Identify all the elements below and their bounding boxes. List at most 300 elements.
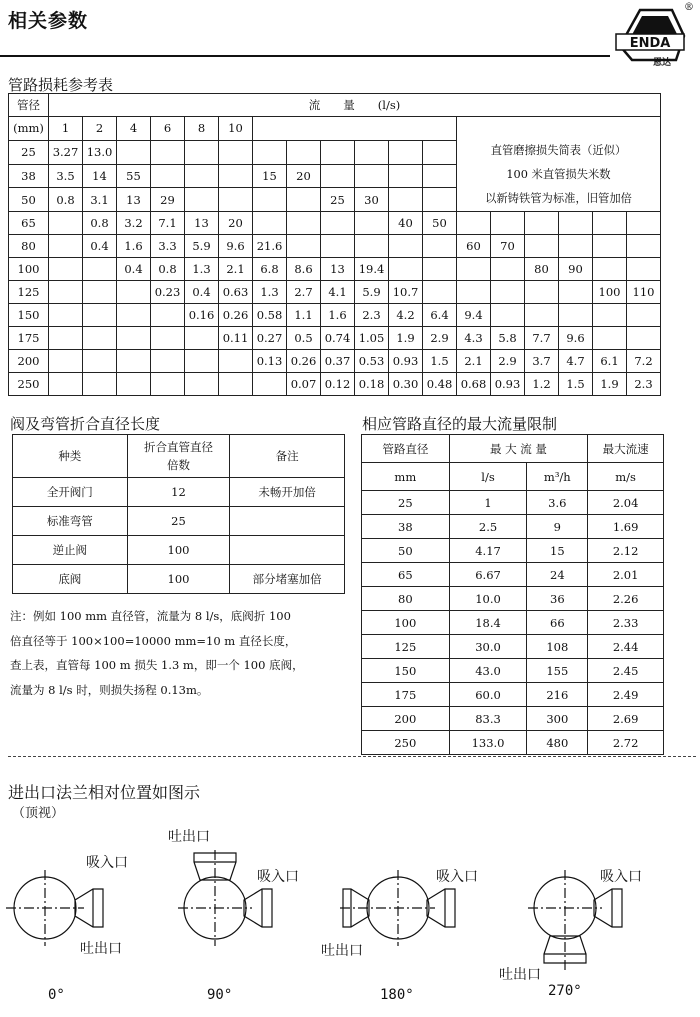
loss-cell (219, 188, 253, 212)
loss-cell (525, 281, 559, 304)
loss-cell (49, 212, 83, 235)
maxflow-cell: 38 (362, 515, 450, 539)
loss-row-diameter: 250 (9, 373, 49, 396)
loss-cell: 55 (117, 164, 151, 188)
maxflow-row (362, 563, 664, 587)
loss-cell: 0.53 (355, 350, 389, 373)
loss-cell (321, 235, 355, 258)
logo-text: ENDA (629, 36, 671, 51)
maxflow-cell: 250 (362, 731, 450, 755)
maxflow-cell: 60.0 (449, 683, 527, 707)
loss-cell: 60 (457, 235, 491, 258)
loss-cell: 21.6 (253, 235, 287, 258)
loss-cell (559, 281, 593, 304)
maxflow-cell: 50 (362, 539, 450, 563)
loss-cell: 0.8 (49, 188, 83, 212)
loss-cell: 1.1 (287, 304, 321, 327)
loss-cell: 0.5 (287, 327, 321, 350)
loss-cell (185, 164, 219, 188)
loss-cell (287, 140, 321, 164)
note-line: 注：例如 100 mm 直径管，流量为 8 l/s，底阀折 100 (10, 609, 291, 623)
loss-cell: 1.05 (355, 327, 389, 350)
note-line: 流量为 8 l/s 时，则损失扬程 0.13m。 (10, 682, 209, 697)
maxflow-cell: 65 (362, 563, 450, 587)
page-title: 相关参数 (8, 10, 89, 32)
loss-cell: 20 (287, 164, 321, 188)
valve-cell: 25 (127, 507, 230, 536)
loss-cell (355, 235, 389, 258)
loss-cell (151, 373, 185, 396)
loss-cell: 40 (389, 212, 423, 235)
maxflow-cell: 2.01 (588, 563, 664, 587)
loss-cell (117, 327, 151, 350)
loss-cell: 14 (83, 164, 117, 188)
outlet-label-90: 吐出口 (168, 829, 210, 845)
loss-cell (491, 258, 525, 281)
loss-cell (83, 373, 117, 396)
loss-cell (593, 235, 627, 258)
maxflow-cell: 43.0 (449, 659, 527, 683)
valve-table-wrap (12, 434, 345, 594)
loss-row (9, 258, 661, 281)
loss-cell (151, 327, 185, 350)
loss-cell: 1.6 (117, 235, 151, 258)
maxflow-row (362, 587, 664, 611)
loss-cell (525, 212, 559, 235)
loss-cell (117, 350, 151, 373)
angle-label-0: 0° (48, 987, 65, 1003)
loss-cell (117, 281, 151, 304)
loss-cell: 6.4 (423, 304, 457, 327)
angle-label-270: 270° (548, 983, 582, 999)
loss-cell: 4.7 (559, 350, 593, 373)
loss-cell (525, 304, 559, 327)
loss-cell (49, 327, 83, 350)
loss-note-cell (457, 117, 661, 212)
loss-cell (559, 235, 593, 258)
loss-cell: 0.11 (219, 327, 253, 350)
maxflow-cell: 155 (527, 659, 588, 683)
maxflow-unit: l/s (449, 463, 527, 491)
loss-cell (151, 164, 185, 188)
maxflow-header-flow: 最 大 流 量 (449, 435, 588, 463)
loss-flow-header: 2 (83, 117, 117, 141)
loss-cell: 110 (627, 281, 661, 304)
loss-cell (253, 212, 287, 235)
outlet-label-0: 吐出口 (80, 941, 122, 957)
registered-mark: ® (684, 2, 694, 13)
maxflow-cell: 83.3 (449, 707, 527, 731)
maxflow-cell: 480 (527, 731, 588, 755)
loss-cell: 7.1 (151, 212, 185, 235)
maxflow-row (362, 635, 664, 659)
maxflow-cell: 9 (527, 515, 588, 539)
valve-row (13, 565, 345, 594)
maxflow-cell: 2.5 (449, 515, 527, 539)
loss-cell (321, 164, 355, 188)
loss-row-diameter: 80 (9, 235, 49, 258)
loss-cell: 0.27 (253, 327, 287, 350)
note-line: 倍直径等于 100×100=10000 mm=10 m 直径长度， (10, 633, 297, 648)
maxflow-unit: mm (362, 463, 450, 491)
loss-cell: 0.4 (185, 281, 219, 304)
maxflow-row (362, 491, 664, 515)
loss-cell: 0.4 (83, 235, 117, 258)
loss-row-diameter: 25 (9, 140, 49, 164)
loss-cell (83, 327, 117, 350)
loss-cell: 0.23 (151, 281, 185, 304)
loss-cell: 2.3 (627, 373, 661, 396)
maxflow-cell: 2.49 (588, 683, 664, 707)
valve-cell: 12 (127, 478, 230, 507)
loss-cell (253, 188, 287, 212)
loss-cell: 80 (525, 258, 559, 281)
loss-cell: 9.4 (457, 304, 491, 327)
valve-table (12, 434, 345, 594)
loss-cell: 3.7 (525, 350, 559, 373)
loss-cell: 0.8 (83, 212, 117, 235)
valve-row (13, 536, 345, 565)
pump-0deg-diagram (6, 870, 103, 946)
inlet-label-0: 吸入口 (86, 855, 128, 871)
loss-row (9, 304, 661, 327)
loss-row-diameter: 38 (9, 164, 49, 188)
loss-cell (117, 304, 151, 327)
section-divider (8, 756, 696, 757)
loss-cell: 4.2 (389, 304, 423, 327)
loss-flow-header: 4 (117, 117, 151, 141)
loss-cell (219, 373, 253, 396)
logo-sub: 恩达 (652, 58, 672, 68)
loss-cell: 1.5 (559, 373, 593, 396)
loss-cell (185, 188, 219, 212)
loss-cell (423, 281, 457, 304)
maxflow-cell: 100 (362, 611, 450, 635)
maxflow-cell: 125 (362, 635, 450, 659)
loss-cell: 6.8 (253, 258, 287, 281)
valve-header: 种类 (13, 435, 128, 478)
loss-cell (253, 140, 287, 164)
loss-cell: 19.4 (355, 258, 389, 281)
loss-row-diameter: 150 (9, 304, 49, 327)
maxflow-row (362, 515, 664, 539)
loss-note-line: 100 米直管损失米数 (506, 168, 611, 181)
loss-cell (525, 235, 559, 258)
maxflow-cell: 6.67 (449, 563, 527, 587)
angle-label-180: 180° (380, 987, 414, 1003)
loss-cell: 2.9 (423, 327, 457, 350)
loss-cell: 50 (423, 212, 457, 235)
maxflow-unit: m³/h (527, 463, 588, 491)
loss-cell (389, 164, 423, 188)
loss-cell (389, 188, 423, 212)
maxflow-row (362, 539, 664, 563)
loss-row-diameter: 100 (9, 258, 49, 281)
loss-header-unit: (mm) (9, 117, 49, 141)
maxflow-cell: 66 (527, 611, 588, 635)
loss-table (8, 93, 661, 396)
loss-cell: 5.9 (185, 235, 219, 258)
loss-cell: 0.37 (321, 350, 355, 373)
loss-cell (389, 140, 423, 164)
loss-cell (287, 188, 321, 212)
loss-cell (627, 304, 661, 327)
loss-cell (83, 350, 117, 373)
maxflow-cell: 18.4 (449, 611, 527, 635)
loss-cell: 20 (219, 212, 253, 235)
loss-cell (49, 304, 83, 327)
loss-cell: 5.8 (491, 327, 525, 350)
maxflow-cell: 175 (362, 683, 450, 707)
loss-cell: 2.7 (287, 281, 321, 304)
loss-cell: 0.26 (287, 350, 321, 373)
maxflow-cell: 2.44 (588, 635, 664, 659)
flange-title: 进出口法兰相对位置如图示 (8, 783, 201, 802)
loss-cell: 1.6 (321, 304, 355, 327)
maxflow-unit: m/s (588, 463, 664, 491)
loss-cell (627, 258, 661, 281)
loss-cell (627, 235, 661, 258)
loss-cell (83, 281, 117, 304)
valve-cell: 标准弯管 (13, 507, 128, 536)
loss-cell: 15 (253, 164, 287, 188)
maxflow-cell: 300 (527, 707, 588, 731)
loss-cell: 0.58 (253, 304, 287, 327)
loss-cell: 100 (593, 281, 627, 304)
loss-cell (287, 212, 321, 235)
loss-cell (491, 212, 525, 235)
loss-cell: 0.16 (185, 304, 219, 327)
maxflow-cell: 216 (527, 683, 588, 707)
maxflow-cell: 36 (527, 587, 588, 611)
inlet-label-270: 吸入口 (600, 869, 642, 885)
maxflow-cell: 2.12 (588, 539, 664, 563)
flange-diagrams (0, 820, 700, 1017)
loss-cell (185, 350, 219, 373)
loss-cell: 13.0 (83, 140, 117, 164)
loss-row-diameter: 175 (9, 327, 49, 350)
loss-cell (627, 212, 661, 235)
loss-cell (491, 304, 525, 327)
maxflow-cell: 2.69 (588, 707, 664, 731)
valve-header: 折合直管直径倍数 (127, 435, 230, 478)
loss-cell: 0.13 (253, 350, 287, 373)
loss-cell (423, 164, 457, 188)
loss-cell: 13 (117, 188, 151, 212)
loss-row-diameter: 65 (9, 212, 49, 235)
loss-row-diameter: 125 (9, 281, 49, 304)
angle-label-90: 90° (207, 987, 233, 1003)
loss-cell: 0.8 (151, 258, 185, 281)
maxflow-cell: 2.26 (588, 587, 664, 611)
loss-cell: 0.18 (355, 373, 389, 396)
maxflow-cell: 133.0 (449, 731, 527, 755)
loss-cell: 0.4 (117, 258, 151, 281)
maxflow-cell: 150 (362, 659, 450, 683)
maxflow-cell: 2.33 (588, 611, 664, 635)
maxflow-table-title: 相应管路直径的最大流量限制 (362, 415, 558, 433)
brand-logo (612, 2, 694, 68)
loss-cell (355, 164, 389, 188)
loss-cell: 1.3 (253, 281, 287, 304)
loss-cell (593, 327, 627, 350)
valve-cell (230, 507, 345, 536)
loss-cell: 3.3 (151, 235, 185, 258)
valve-cell: 未畅开加倍 (230, 478, 345, 507)
loss-flow-header: 6 (151, 117, 185, 141)
loss-cell: 13 (185, 212, 219, 235)
loss-cell: 2.1 (219, 258, 253, 281)
pump-90deg-diagram (178, 850, 272, 946)
loss-cell: 13 (321, 258, 355, 281)
maxflow-cell: 80 (362, 587, 450, 611)
loss-cell (457, 281, 491, 304)
loss-cell (219, 164, 253, 188)
loss-header-pipe-dia: 管径 (9, 94, 49, 117)
loss-cell: 4.1 (321, 281, 355, 304)
valve-cell (230, 536, 345, 565)
valve-cell: 全开阀门 (13, 478, 128, 507)
loss-cell: 2.1 (457, 350, 491, 373)
loss-cell: 3.5 (49, 164, 83, 188)
outlet-label-180: 吐出口 (321, 943, 363, 959)
maxflow-row (362, 611, 664, 635)
loss-cell: 3.1 (83, 188, 117, 212)
loss-cell (593, 258, 627, 281)
loss-row-diameter: 200 (9, 350, 49, 373)
loss-cell: 0.93 (389, 350, 423, 373)
valve-cell: 100 (127, 536, 230, 565)
loss-cell: 9.6 (559, 327, 593, 350)
loss-cell: 70 (491, 235, 525, 258)
notes-block (10, 604, 304, 702)
loss-cell: 3.2 (117, 212, 151, 235)
maxflow-cell: 15 (527, 539, 588, 563)
loss-cell: 30 (355, 188, 389, 212)
maxflow-cell: 3.6 (527, 491, 588, 515)
loss-cell: 0.30 (389, 373, 423, 396)
maxflow-cell: 200 (362, 707, 450, 731)
maxflow-cell: 25 (362, 491, 450, 515)
loss-cell: 1.9 (593, 373, 627, 396)
loss-cell: 29 (151, 188, 185, 212)
loss-flow-header: 8 (185, 117, 219, 141)
loss-note-line: 直管磨擦损失简表（近似） (490, 144, 627, 157)
loss-cell (185, 373, 219, 396)
loss-cell (627, 327, 661, 350)
loss-cell: 25 (321, 188, 355, 212)
loss-cell: 9.6 (219, 235, 253, 258)
loss-cell (355, 212, 389, 235)
maxflow-cell: 1.69 (588, 515, 664, 539)
valve-table-title: 阀及弯管折合直径长度 (10, 415, 161, 433)
loss-cell: 0.63 (219, 281, 253, 304)
valve-row (13, 507, 345, 536)
note-line: 查上表，直管每 100 m 损失 1.3 m，即一个 100 底阀， (10, 658, 304, 672)
loss-cell: 3.27 (49, 140, 83, 164)
loss-cell: 7.2 (627, 350, 661, 373)
loss-flow-header: 10 (219, 117, 253, 141)
loss-cell (287, 235, 321, 258)
logo-graphic (612, 6, 692, 68)
loss-row (9, 235, 661, 258)
loss-cell (321, 212, 355, 235)
maxflow-row (362, 683, 664, 707)
loss-cell (185, 140, 219, 164)
loss-cell (49, 258, 83, 281)
loss-cell: 1.3 (185, 258, 219, 281)
inlet-label-90: 吸入口 (257, 869, 299, 885)
maxflow-row (362, 659, 664, 683)
maxflow-cell: 1 (449, 491, 527, 515)
loss-table-title: 管路损耗参考表 (8, 76, 114, 94)
loss-cell (423, 258, 457, 281)
loss-cell (83, 304, 117, 327)
loss-cell: 0.12 (321, 373, 355, 396)
loss-cell (151, 304, 185, 327)
loss-row (9, 327, 661, 350)
loss-cell (559, 304, 593, 327)
loss-cell (457, 212, 491, 235)
maxflow-cell: 108 (527, 635, 588, 659)
loss-cell (423, 140, 457, 164)
loss-cell (389, 258, 423, 281)
loss-cell: 2.3 (355, 304, 389, 327)
loss-empty-cell (253, 117, 457, 141)
loss-flow-header: 1 (49, 117, 83, 141)
loss-cell (219, 140, 253, 164)
loss-row-diameter: 50 (9, 188, 49, 212)
loss-cell (593, 212, 627, 235)
maxflow-cell: 2.72 (588, 731, 664, 755)
maxflow-table-wrap (361, 434, 664, 755)
loss-cell (83, 258, 117, 281)
loss-cell: 7.7 (525, 327, 559, 350)
valve-row (13, 478, 345, 507)
maxflow-cell: 4.17 (449, 539, 527, 563)
flange-subtitle: （顶视） (12, 806, 65, 821)
loss-cell (423, 235, 457, 258)
outlet-label-270: 吐出口 (499, 967, 541, 983)
loss-cell: 6.1 (593, 350, 627, 373)
loss-cell: 1.5 (423, 350, 457, 373)
loss-cell (49, 350, 83, 373)
loss-cell (593, 304, 627, 327)
loss-cell: 1.2 (525, 373, 559, 396)
loss-cell: 0.74 (321, 327, 355, 350)
valve-header: 备注 (230, 435, 345, 478)
valve-cell: 底阀 (13, 565, 128, 594)
loss-row (9, 281, 661, 304)
loss-cell (49, 235, 83, 258)
loss-cell (457, 258, 491, 281)
loss-cell: 10.7 (389, 281, 423, 304)
loss-cell: 0.93 (491, 373, 525, 396)
loss-cell (253, 373, 287, 396)
loss-row (9, 373, 661, 396)
loss-cell (423, 188, 457, 212)
maxflow-table (361, 434, 664, 755)
loss-cell (389, 235, 423, 258)
loss-header-flow: 流 量 (l/s) (49, 94, 661, 117)
loss-cell (219, 350, 253, 373)
loss-cell: 0.48 (423, 373, 457, 396)
loss-cell: 0.07 (287, 373, 321, 396)
maxflow-row (362, 707, 664, 731)
loss-row (9, 350, 661, 373)
loss-cell (117, 140, 151, 164)
loss-row (9, 212, 661, 235)
